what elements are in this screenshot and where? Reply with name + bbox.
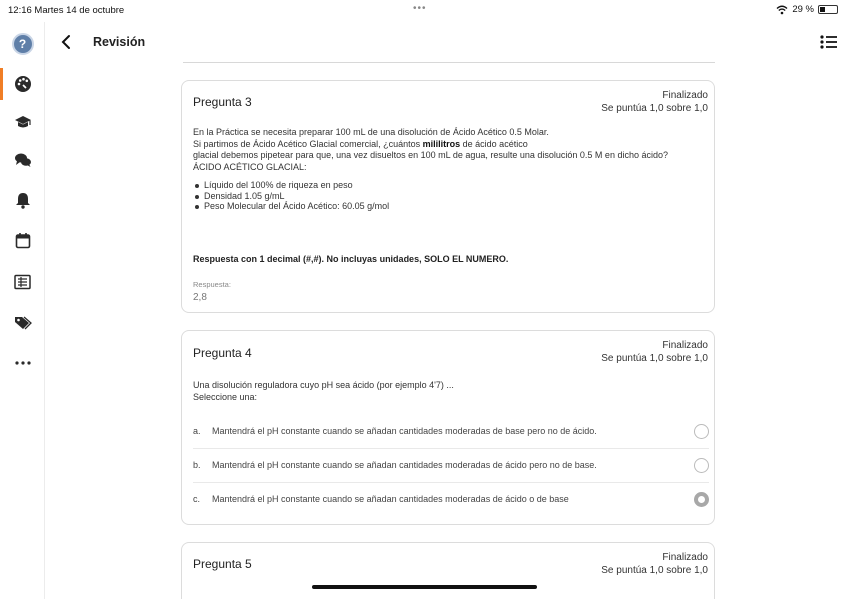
question-text: [193, 127, 698, 212]
sidebar-item-tags[interactable]: [0, 305, 45, 341]
battery-percent: 29 %: [792, 4, 814, 15]
battery-icon: [818, 5, 838, 14]
calendar-icon: [15, 232, 31, 249]
tags-icon: [14, 315, 32, 331]
question-card-4: [181, 330, 715, 525]
option-a[interactable]: [193, 421, 709, 443]
question-bullets: [193, 180, 698, 212]
status-time-date: 12:16 Martes 14 de octubre: [8, 5, 125, 16]
radio-checked-icon[interactable]: [694, 492, 709, 507]
question-line: ÁCIDO ACÉTICO GLACIAL:: [193, 161, 307, 172]
question-text: [193, 380, 698, 403]
option-letter: c.: [193, 494, 201, 504]
sidebar-item-courses[interactable]: [0, 104, 45, 140]
answer-value: 2,8: [193, 292, 207, 303]
question-title: Pregunta 5: [193, 557, 252, 571]
avatar[interactable]: ?: [12, 33, 34, 55]
select-label: Seleccione una:: [193, 391, 258, 402]
question-emphasis: mililitros: [422, 138, 461, 149]
status-right: [776, 4, 838, 15]
question-title: Pregunta 3: [193, 95, 252, 109]
radio-unchecked-icon[interactable]: [694, 458, 709, 473]
question-card-3: [181, 80, 715, 313]
back-button[interactable]: [54, 30, 78, 54]
option-letter: a.: [193, 426, 201, 436]
question-status: [601, 89, 708, 115]
option-text: Mantendrá el pH constante cuando se añadan cantidades moderadas de ácido o de base: [212, 494, 569, 504]
sidebar-item-notifications[interactable]: [0, 182, 45, 218]
bullet-item: Densidad 1.05 g/mL: [193, 191, 698, 202]
sidebar-item-grades[interactable]: [0, 264, 45, 300]
question-status: [601, 551, 708, 577]
question-score: Se puntúa 1,0 sobre 1,0: [601, 353, 708, 364]
question-index-button[interactable]: [818, 31, 840, 53]
question-line-part: Si partimos de Ácido Acético Glacial comercial, ¿cuántos: [193, 138, 421, 149]
question-line: Una disolución reguladora cuyo pH sea ácido (por ejemplo 4'7) ...: [193, 380, 454, 390]
question-line-part: de ácido acético: [462, 138, 528, 149]
home-indicator[interactable]: [312, 585, 537, 589]
option-c[interactable]: [193, 489, 709, 511]
question-line: En la Práctica se necesita preparar 100 mL de una disolución de Ácido Acético 0.5 Molar.: [193, 127, 549, 137]
sidebar-item-messages[interactable]: [0, 142, 45, 178]
grades-table-icon: [14, 274, 31, 290]
wifi-icon: [776, 5, 788, 15]
chevron-left-icon: [61, 34, 71, 50]
option-text: Mantendrá el pH constante cuando se añadan cantidades moderadas de ácido pero no de base.: [212, 460, 597, 470]
question-score: Se puntúa 1,0 sobre 1,0: [601, 565, 708, 576]
graduation-cap-icon: [14, 114, 32, 130]
bullet-item: Peso Molecular del Ácido Acético: 60.05 g/mol: [193, 201, 698, 212]
question-line: glacial debemos pipetear para que, una vez disueltos en 100 mL de agua, resulte una disolución 0.5 M en dicho ácido?: [193, 150, 668, 161]
divider: [193, 448, 709, 449]
divider: [193, 482, 709, 483]
bullet-item: Líquido del 100% de riqueza en peso: [193, 180, 698, 191]
dashboard-gauge-icon: [14, 75, 32, 93]
chat-bubbles-icon: [14, 152, 32, 168]
question-line: [193, 139, 698, 151]
question-status: [601, 339, 708, 365]
status-finalizado: Finalizado: [662, 552, 708, 563]
radio-unchecked-icon[interactable]: [694, 424, 709, 439]
sidebar: [0, 22, 45, 599]
app-header: [46, 22, 848, 62]
previous-card-edge: [183, 62, 715, 63]
more-dots-icon: [15, 361, 31, 365]
bell-icon: [15, 191, 31, 209]
sidebar-item-more[interactable]: [0, 345, 45, 381]
question-title: Pregunta 4: [193, 346, 252, 360]
question-card-5: [181, 542, 715, 599]
sidebar-item-dashboard[interactable]: [0, 66, 45, 102]
status-finalizado: Finalizado: [662, 90, 708, 101]
review-content[interactable]: [46, 62, 848, 599]
status-bar: [0, 0, 848, 22]
page-title: Revisión: [93, 35, 146, 49]
option-letter: b.: [193, 460, 201, 470]
status-finalizado: Finalizado: [662, 340, 708, 351]
answer-label: Respuesta:: [193, 280, 231, 289]
option-text: Mantendrá el pH constante cuando se añadan cantidades moderadas de base pero no de ácido.: [212, 426, 597, 436]
list-icon: [820, 35, 838, 49]
multitask-dots[interactable]: •••: [413, 3, 427, 14]
answer-instruction: Respuesta con 1 decimal (#,#). No incluyas unidades, SOLO EL NUMERO.: [193, 254, 509, 264]
question-score: Se puntúa 1,0 sobre 1,0: [601, 103, 708, 114]
option-b[interactable]: [193, 455, 709, 477]
sidebar-item-calendar[interactable]: [0, 222, 45, 258]
sidebar-avatar[interactable]: [0, 26, 45, 62]
